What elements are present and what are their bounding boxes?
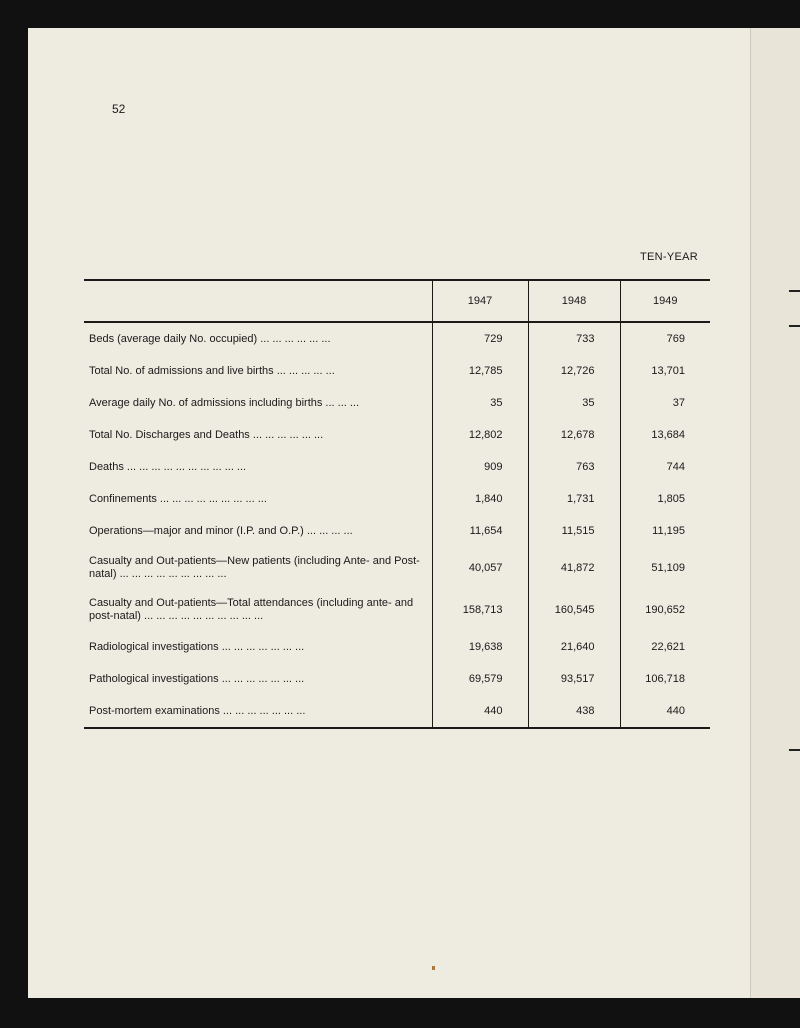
table-row — [84, 631, 710, 663]
row-value: 744 — [620, 451, 710, 483]
year-header: 1949 — [620, 280, 710, 322]
row-label: Average daily No. of admissions including births ... ... ... — [89, 396, 360, 409]
row-label: Operations—major and minor (I.P. and O.P.) ... ... ... ... — [89, 524, 353, 537]
row-value: 909 — [432, 451, 528, 483]
row-label: Casualty and Out-patients—Total attendances (including ante- and post-natal) ... ... ... ... ... ... ... ... ... ... — [89, 597, 414, 622]
row-value: 37 — [620, 387, 710, 419]
edge-mark — [789, 290, 800, 292]
row-value: 769 — [620, 322, 710, 355]
table-row — [84, 515, 710, 547]
facing-page-edge — [750, 28, 800, 998]
edge-mark — [789, 325, 800, 327]
row-value: 35 — [432, 387, 528, 419]
table-header-row — [84, 280, 710, 322]
ink-speck — [432, 966, 435, 970]
statistics-table — [84, 279, 710, 729]
year-header: 1948 — [528, 280, 620, 322]
row-label: Post-mortem examinations ... ... ... ... ... ... ... — [84, 695, 432, 728]
row-value: 440 — [620, 695, 710, 728]
year-header: 1947 — [432, 280, 528, 322]
table-row — [84, 387, 710, 419]
row-label: Deaths ... ... ... ... ... ... ... ... ... ... — [89, 460, 247, 473]
row-value: 733 — [528, 322, 620, 355]
table-row — [84, 355, 710, 387]
row-label: Radiological investigations ... ... ... ... ... ... ... — [89, 640, 305, 653]
row-value: 729 — [432, 322, 528, 355]
row-value: 160,545 — [528, 589, 620, 631]
page-number: 52 — [112, 102, 126, 116]
row-value: 11,654 — [432, 515, 528, 547]
row-value: 41,872 — [528, 547, 620, 589]
row-value: 440 — [432, 695, 528, 728]
row-value: 13,701 — [620, 355, 710, 387]
row-value: 93,517 — [528, 663, 620, 695]
row-value: 1,840 — [432, 483, 528, 515]
row-value: 158,713 — [432, 589, 528, 631]
table-row — [84, 695, 710, 728]
edge-mark — [789, 749, 800, 751]
row-value: 12,785 — [432, 355, 528, 387]
row-value: 51,109 — [620, 547, 710, 589]
table-row — [84, 451, 710, 483]
table-heading: TEN-YEAR — [640, 251, 699, 263]
row-value: 69,579 — [432, 663, 528, 695]
row-value: 438 — [528, 695, 620, 728]
row-value: 21,640 — [528, 631, 620, 663]
row-value: 1,805 — [620, 483, 710, 515]
table-row — [84, 483, 710, 515]
table-row — [84, 589, 710, 631]
row-value: 40,057 — [432, 547, 528, 589]
row-value: 1,731 — [528, 483, 620, 515]
row-value: 763 — [528, 451, 620, 483]
table-row — [84, 419, 710, 451]
row-value: 22,621 — [620, 631, 710, 663]
table-row — [84, 663, 710, 695]
row-value: 12,678 — [528, 419, 620, 451]
row-value: 11,515 — [528, 515, 620, 547]
table-row — [84, 322, 710, 355]
row-value: 190,652 — [620, 589, 710, 631]
row-value: 12,726 — [528, 355, 620, 387]
row-label: Pathological investigations ... ... ... ... ... ... ... — [89, 672, 305, 685]
row-label: Casualty and Out-patients—New patients (including Ante- and Post-natal) ... ... ... ... ... ... ... ... ... — [89, 555, 420, 580]
row-value: 35 — [528, 387, 620, 419]
row-value: 106,718 — [620, 663, 710, 695]
row-label: Confinements ... ... ... ... ... ... ... ... ... — [89, 492, 267, 505]
row-label: Total No. Discharges and Deaths ... ... ... ... ... ... — [89, 428, 324, 441]
row-value: 19,638 — [432, 631, 528, 663]
row-value: 13,684 — [620, 419, 710, 451]
table-row — [84, 547, 710, 589]
row-label: Total No. of admissions and live births ... ... ... ... ... — [89, 364, 335, 377]
row-value: 12,802 — [432, 419, 528, 451]
row-label: Beds (average daily No. occupied) ... ... ... ... ... ... — [89, 332, 331, 345]
row-value: 11,195 — [620, 515, 710, 547]
